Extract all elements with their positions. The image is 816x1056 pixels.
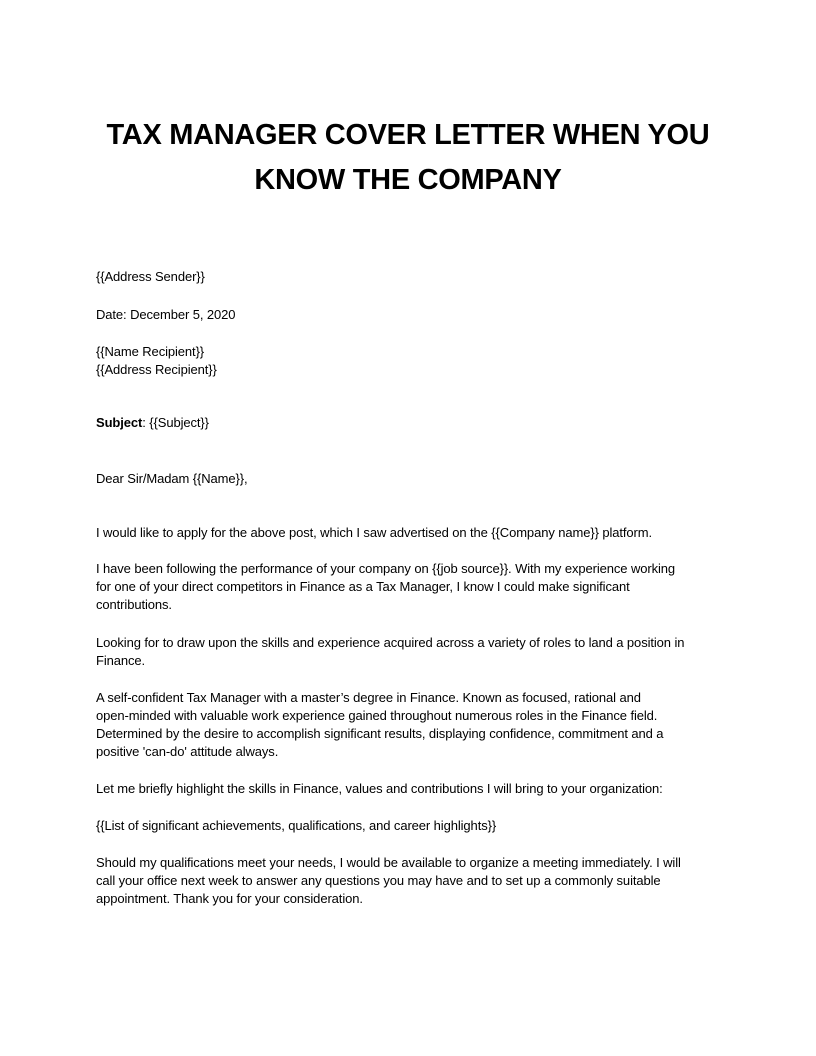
paragraph-3: [96, 634, 726, 670]
paragraph-line: Should my qualifications meet your needs, I would be available to organize a meeting immediately. I will: [96, 855, 681, 870]
date-line: Date: December 5, 2020: [96, 307, 236, 322]
paragraph-line: open-minded with valuable work experience gained throughout numerous roles in the Finance field.: [96, 708, 658, 723]
paragraph-line: A self-confident Tax Manager with a master’s degree in Finance. Known as focused, rational and: [96, 690, 641, 705]
address-recipient: {{Address Recipient}}: [96, 362, 217, 377]
paragraph-line: call your office next week to answer any questions you may have and to set up a commonly suitable: [96, 873, 661, 888]
paragraph-7: [96, 854, 726, 908]
paragraph-1: [96, 524, 726, 542]
paragraph-line: I would like to apply for the above post, which I saw advertised on the {{Company name}} platform.: [96, 525, 653, 540]
salutation: Dear Sir/Madam {{Name}},: [96, 471, 248, 486]
paragraph-line: {{List of significant achievements, qualifications, and career highlights}}: [96, 818, 497, 833]
paragraph-line: I have been following the performance of your company on {{job source}}. With my experience working: [96, 561, 676, 576]
paragraph-line: Determined by the desire to accomplish significant results, displaying confidence, commitment and a: [96, 726, 664, 741]
document-title: [60, 113, 756, 203]
paragraph-line: contributions.: [96, 597, 172, 612]
subject-value: : {{Subject}}: [142, 415, 209, 430]
paragraph-2: [96, 560, 726, 614]
address-sender: {{Address Sender}}: [96, 269, 205, 284]
paragraph-line: for one of your direct competitors in Finance as a Tax Manager, I know I could make significant: [96, 579, 630, 594]
title-line-2: KNOW THE COMPANY: [254, 164, 562, 196]
paragraph-4: [96, 689, 726, 761]
subject-line: [96, 414, 726, 432]
paragraph-line: appointment. Thank you for your consideration.: [96, 891, 363, 906]
recipient-block: [96, 343, 726, 379]
paragraph-line: Let me briefly highlight the skills in Finance, values and contributions I will bring to your organization:: [96, 781, 663, 796]
paragraph-line: Looking for to draw upon the skills and experience acquired across a variety of roles to land a position in: [96, 635, 685, 650]
paragraph-line: positive 'can-do' attitude always.: [96, 744, 279, 759]
paragraph-line: Finance.: [96, 653, 146, 668]
paragraph-5: [96, 780, 726, 798]
paragraph-6: [96, 817, 726, 835]
name-recipient: {{Name Recipient}}: [96, 344, 205, 359]
subject-label: Subject: [96, 415, 143, 430]
title-line-1: TAX MANAGER COVER LETTER WHEN YOU: [106, 119, 710, 151]
